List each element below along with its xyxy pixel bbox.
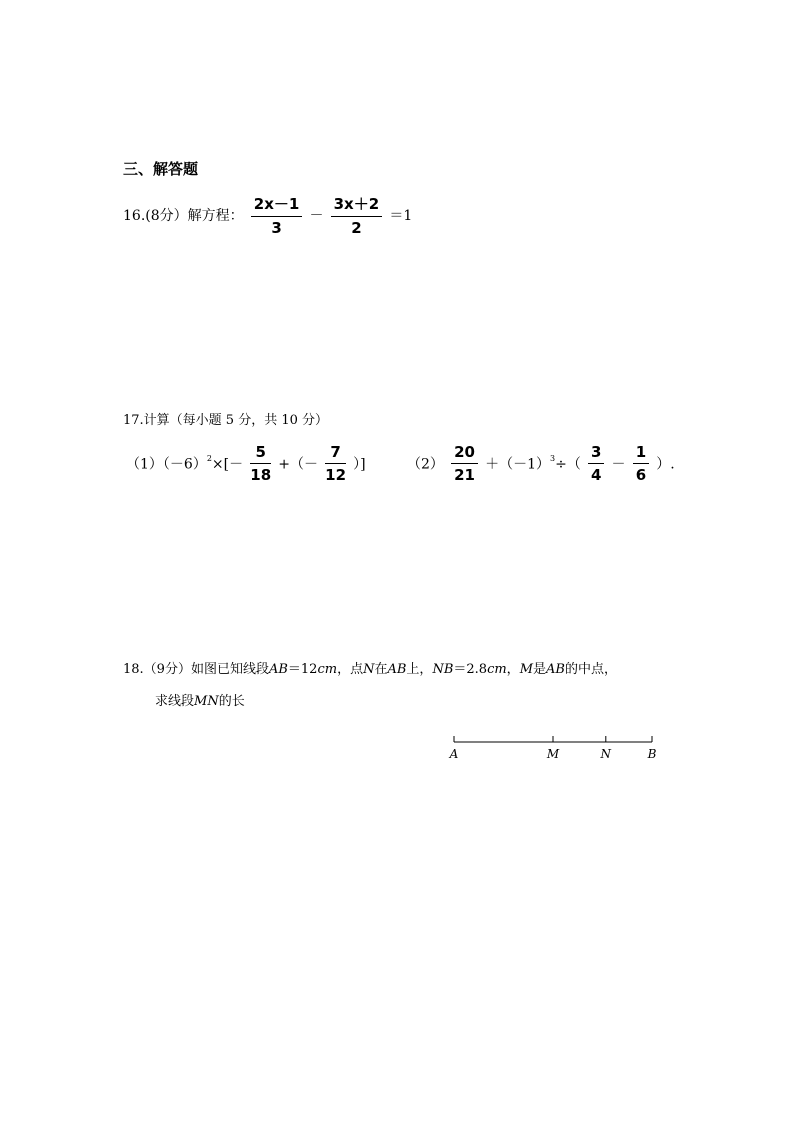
segment-diagram (440, 728, 670, 768)
q16-prefix: 16.(8分）解方程： (123, 208, 244, 224)
question-16: 16.(8分）解方程： $\frac{2x-1}{3}$ － $\frac{3x+2}{2}$ ＝1 (123, 195, 413, 237)
point-label-m: M (546, 747, 560, 761)
q17-p1-fraction-2: $\frac{7}{12}$ (325, 443, 347, 484)
question-18-line-2: 求线段MN的长 (155, 694, 245, 709)
q17-p2-fraction-1: $\frac{20}{21}$ (451, 443, 478, 484)
question-17-heading: 17.计算（每小题 5 分，共 10 分） (123, 413, 329, 428)
point-label-b: B (647, 747, 657, 761)
q17-p2-fraction-3: $\frac{1}{6}$ (633, 443, 649, 484)
q17-p2-fraction-2: $\frac{3}{4}$ (588, 443, 604, 484)
q16-fraction-2: $\frac{3x+2}{2}$ (331, 193, 383, 237)
q16-fraction-1: $\frac{2x-1}{3}$ (251, 193, 303, 237)
q17-p1-fraction-1: $\frac{5}{18}$ (250, 443, 272, 484)
point-label-n: N (600, 747, 612, 761)
question-17-part-1: $(1)(-6)^2\times[-$ $\frac{5}{18}$ +（－ $\frac{7}{12}$ ）] (126, 443, 366, 484)
question-17-part-2: （2） $\frac{20}{21}$ $+(-1)^3\div$（ $\frac{3}{4}$ － $\frac{1}{6}$ ）. (407, 443, 675, 484)
point-label-a: A (449, 747, 459, 761)
question-18-line-1: 18.（9分）如图已知线段AB＝12cm，点N在AB上，NB＝2.8cm，M是AB的中点， (123, 662, 617, 677)
section-title: 三、解答题 (123, 160, 199, 178)
